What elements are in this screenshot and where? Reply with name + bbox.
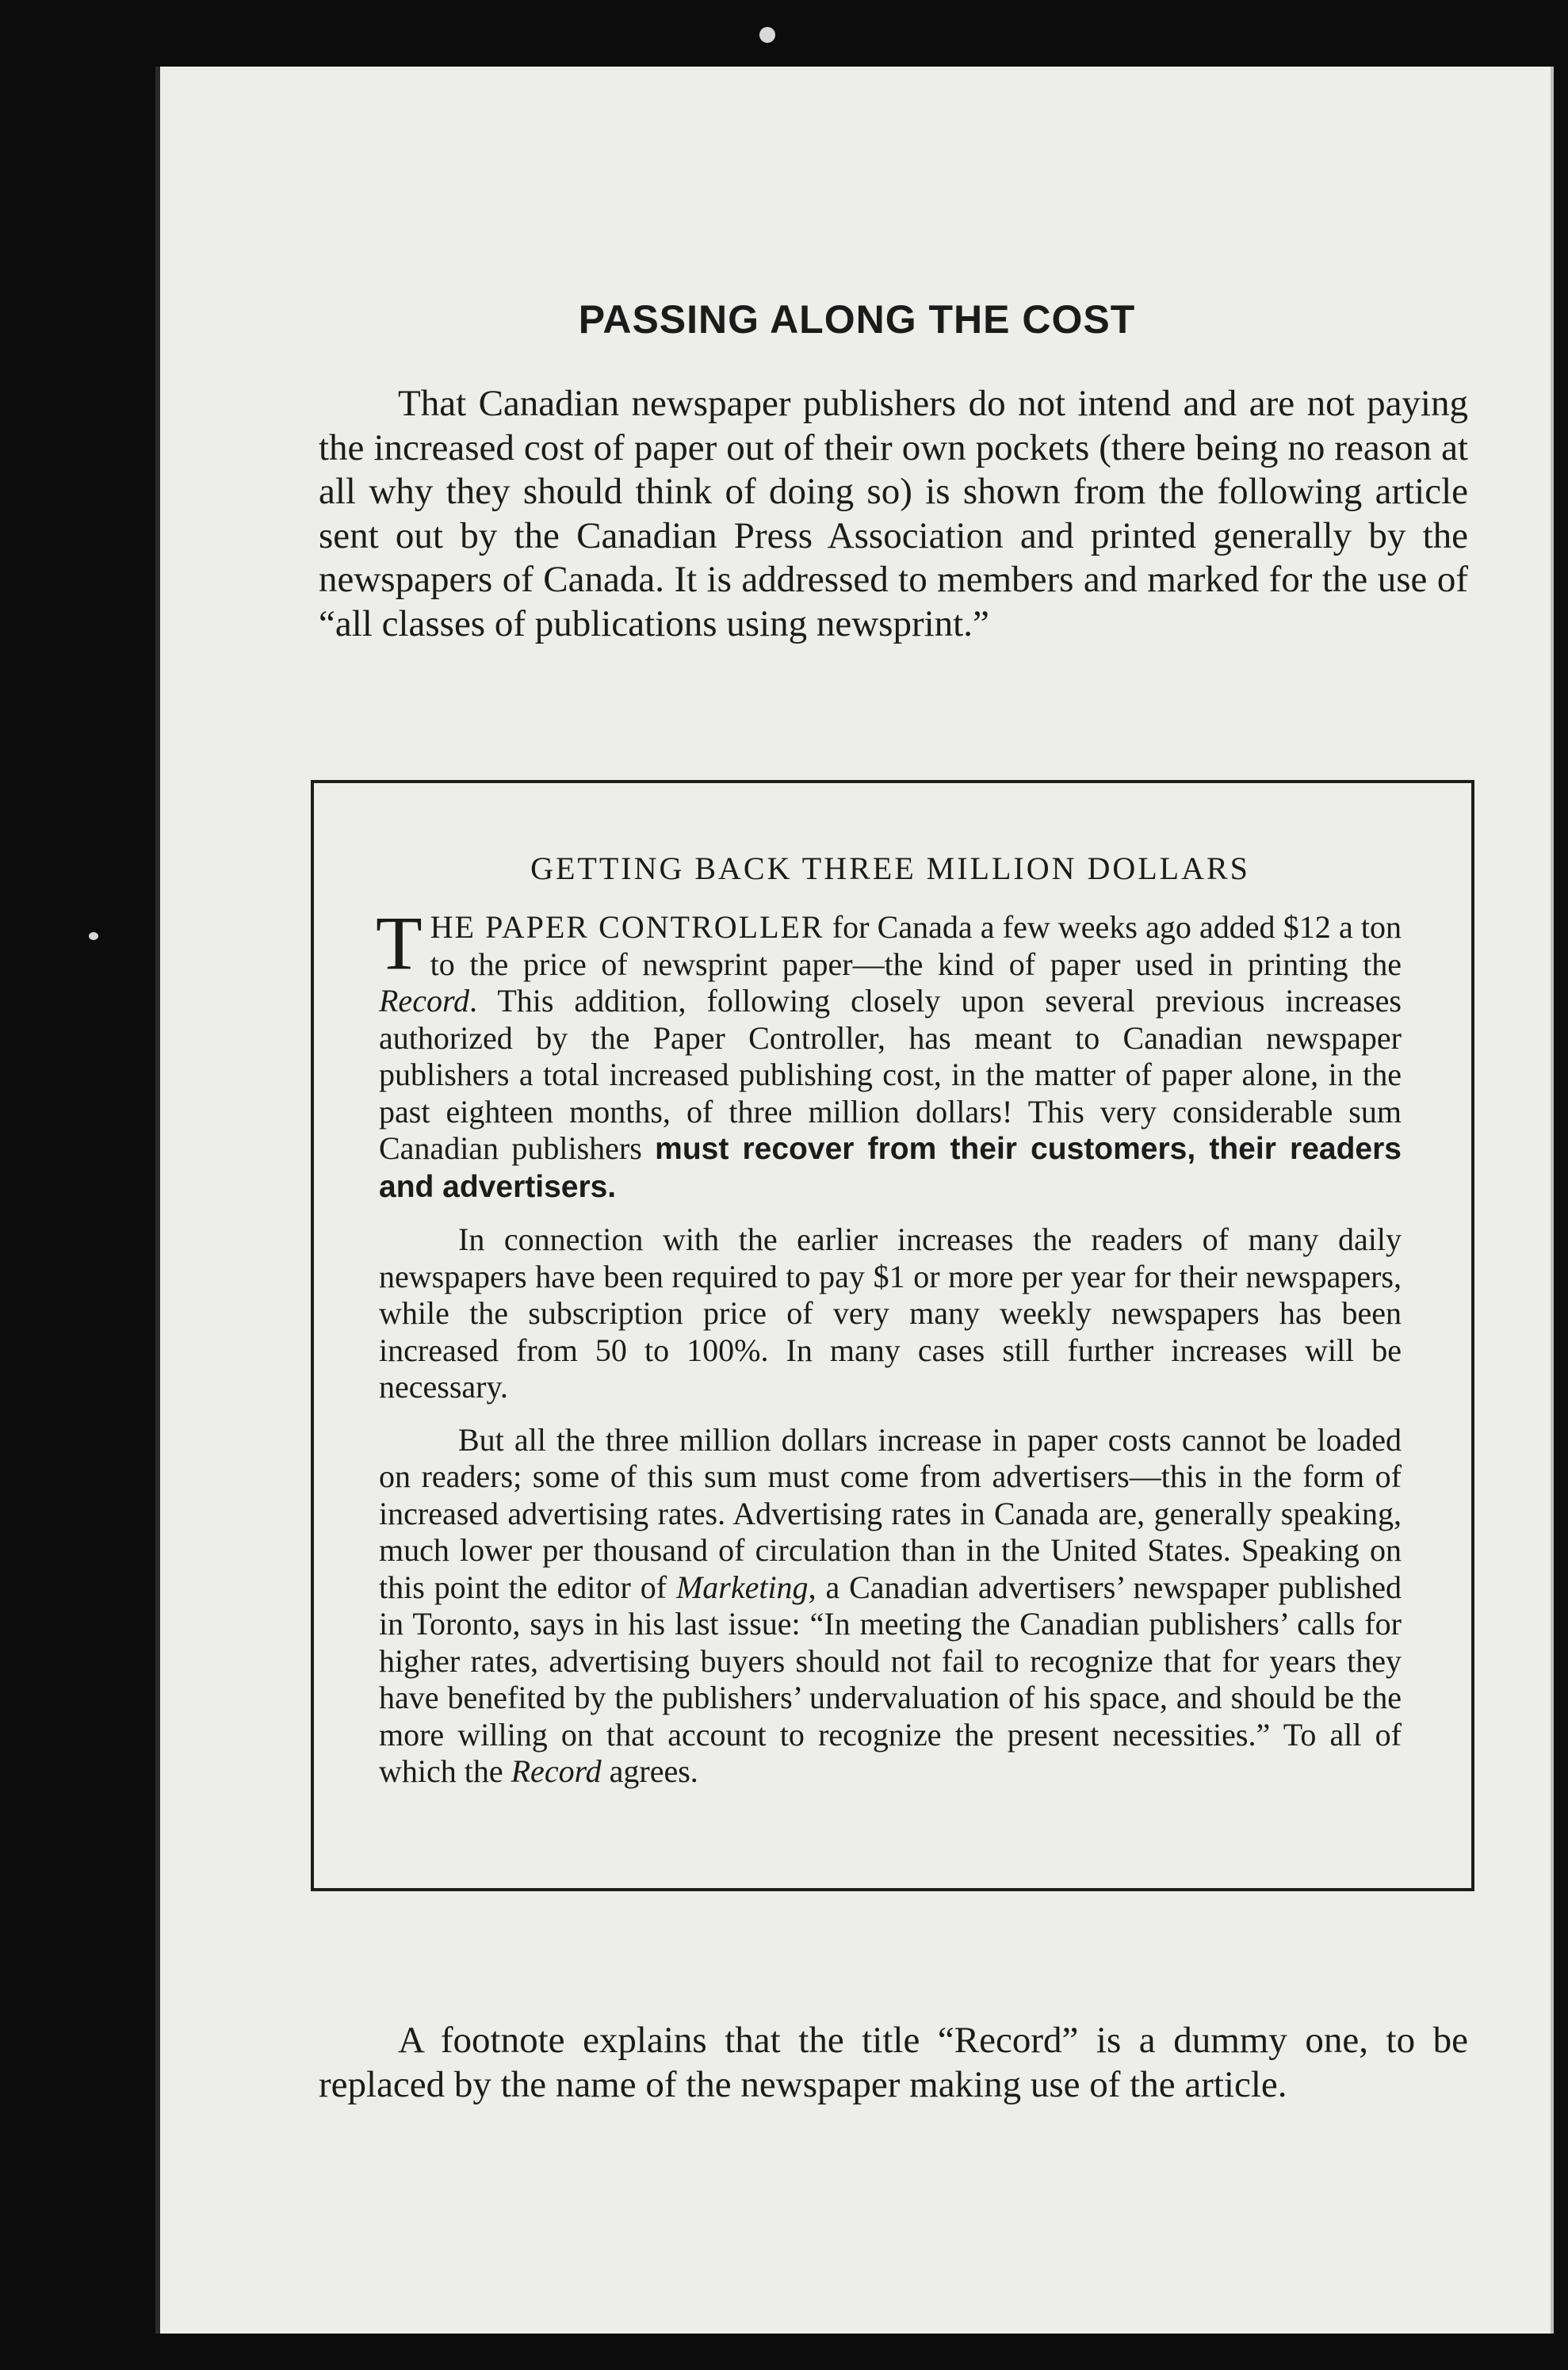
paragraph-1-text-a: for Canada a few weeks ago added $12 a ton to the price of newsprint paper—the kind of paper used in printing the bbox=[430, 909, 1402, 982]
article-content bbox=[376, 783, 1402, 1791]
article-paragraph-1 bbox=[376, 900, 1402, 1206]
paragraph-1-text-b: . This addition, following closely upon several previous increases authorized by the Paper Controller, has meant to Canadian newspaper publishers a total increased publishing cost, in the matter of paper alone, in the past eighteen months, of three million dollars! This very considerable sum Canadian publishers bbox=[379, 983, 1402, 1166]
marketing-title-italic: Marketing bbox=[675, 1569, 809, 1605]
page-title: PASSING ALONG THE COST bbox=[578, 297, 1136, 342]
paragraph-3-text-c: agrees. bbox=[601, 1753, 698, 1789]
article-paragraph-2: In connection with the earlier increases the readers of many daily newspapers have been required to pay $1 or more per year for their newspapers, while the subscription price of very many weekly newspapers has been increased from 50 to 100%. In many cases still further increases will be necessary. bbox=[379, 1221, 1402, 1405]
paper-controller-caps: HE PAPER CONTROLLER bbox=[430, 909, 824, 945]
scanned-page bbox=[155, 67, 1554, 2334]
scan-speck-left bbox=[89, 932, 98, 940]
paragraph-3-text-b: , a Canadian advertisers’ newspaper published in Toronto, says in his last issue: “In meeting the Canadian publishers’ calls for higher rates, advertising buyers should not fail to recognize that for years they have benefited by the publishers’ undervaluation of his space, and should be the more willing on that account to recognize the present necessities.” To all of which the bbox=[379, 1569, 1402, 1789]
record-title-italic-2: Record bbox=[511, 1753, 602, 1789]
record-title-italic: Record bbox=[379, 983, 470, 1019]
scan-speck-top bbox=[759, 27, 775, 43]
page-edge bbox=[1551, 67, 1554, 2334]
bold-emphasis: must recover from their customers, their readers and advertisers. bbox=[379, 1132, 1402, 1204]
footnote-paragraph: A footnote explains that the title “Record” is a dummy one, to be replaced by the name of the newspaper making use of the article. bbox=[319, 2020, 1468, 2105]
article-paragraph-3 bbox=[379, 1422, 1402, 1791]
article-title: GETTING BACK THREE MILLION DOLLARS bbox=[530, 851, 1250, 886]
intro-paragraph: That Canadian newspaper publishers do not intend and are not paying the increased cost of paper out of their own pockets (there being no reason at all why they should think of doing so) is shown from the following article sent out by the Canadian Press Association and printed generally by the newspapers of Canada. It is addressed to members and marked for the use of “all classes of publications using newsprint.” bbox=[319, 383, 1468, 644]
paragraph-3-text-a: But all the three million dollars increase in paper costs cannot be loaded on readers; some of this sum must come from advertisers—this in the form of increased advertising rates. Advertising rates in Canada are, generally speaking, much lower per thousand of circulation than in the United States. Speaking on this point the editor of bbox=[379, 1421, 1402, 1605]
article-box bbox=[311, 780, 1474, 1891]
drop-cap: T bbox=[376, 900, 423, 985]
